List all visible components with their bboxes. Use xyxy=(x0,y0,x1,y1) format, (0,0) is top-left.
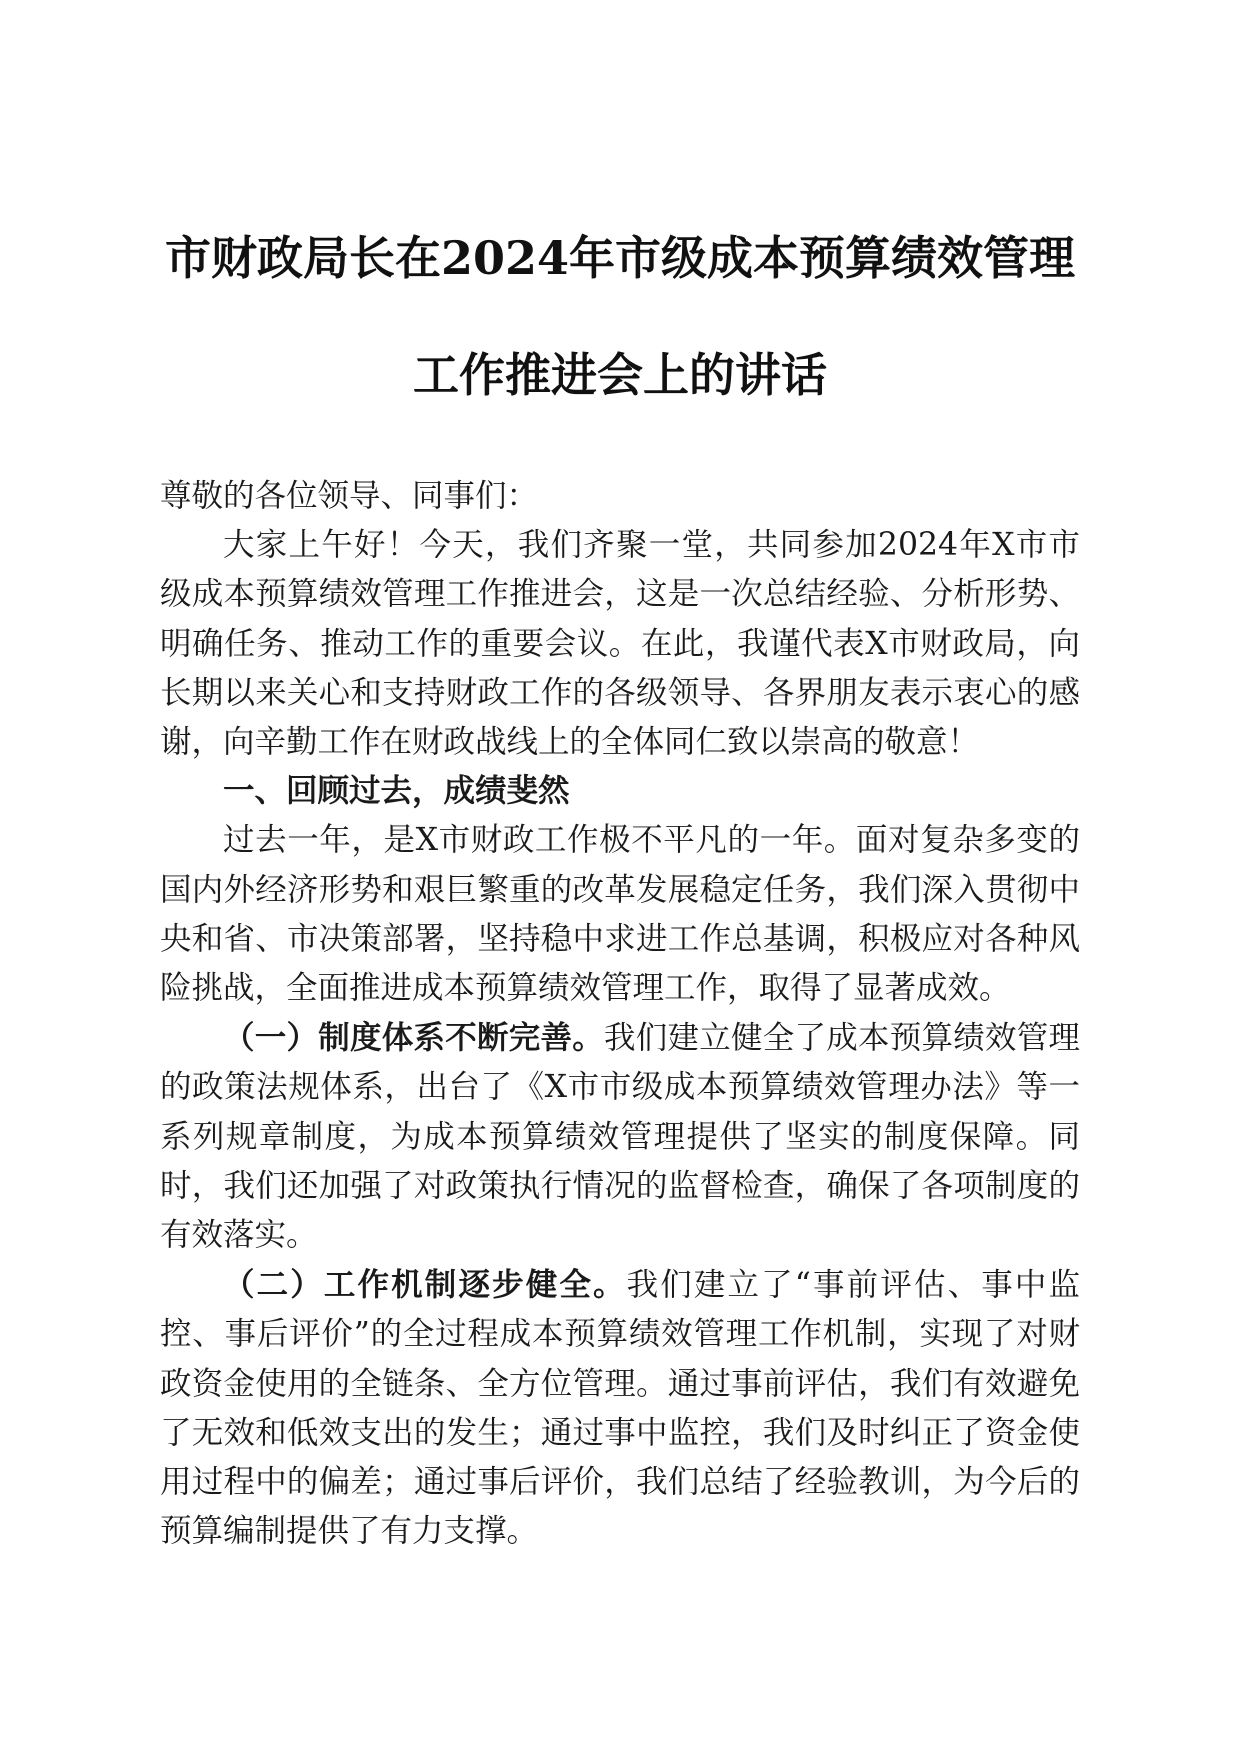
opening-paragraph: 大家上午好！今天，我们齐聚一堂，共同参加2024年X市市级成本预算绩效管理工作推进会，这是一次总结经验、分析形势、明确任务、推动工作的重要会议。在此，我谨代表X市财政局，向长期以来关心和支持财政工作的各级领导、各界朋友表示衷心的感谢，向辛勤工作在财政战线上的全体同仁致以崇高的敬意！ xyxy=(160,527,1080,761)
item-2-lead: （二）工作机制逐步健全。 xyxy=(223,1266,627,1304)
item-1-lead: （一）制度体系不断完善。 xyxy=(223,1019,604,1057)
section-1-heading: 一、回顾过去，成绩斐然 xyxy=(223,773,570,810)
section-1-intro: 过去一年，是X市财政工作极不平凡的一年。面对复杂多变的国内外经济形势和艰巨繁重的改革发展稳定任务，我们深入贯彻中央和省、市决策部署，坚持稳中求进工作总基调，积极应对各种风险挑战，全面推进成本预算绩效管理工作，取得了显著成效。 xyxy=(160,822,1080,1007)
item-2-text: 我们建立了“事前评估、事中监控、事后评价”的全过程成本预算绩效管理工作机制，实现了对财政资金使用的全链条、全方位管理。通过事前评估，我们有效避免了无效和低效支出的发生；通过事中监控，我们及时纠正了资金使用过程中的偏差；通过事后评价，我们总结了经验教训，为今后的预算编制提供了有力支撑。 xyxy=(160,1267,1080,1550)
item-1-paragraph xyxy=(160,1013,1080,1260)
document-title-line-1: 市财政局长在2024年市级成本预算绩效管理 xyxy=(164,231,1076,285)
document-body xyxy=(160,472,1080,1556)
document-title-line-2: 工作推进会上的讲话 xyxy=(413,348,827,402)
salutation: 尊敬的各位领导、同事们： xyxy=(160,478,539,514)
item-2-paragraph xyxy=(160,1260,1080,1556)
item-1-text: 我们建立健全了成本预算绩效管理的政策法规体系，出台了《X市市级成本预算绩效管理办法》等一系列规章制度，为成本预算绩效管理提供了坚实的制度保障。同时，我们还加强了对政策执行情况的监督检查，确保了各项制度的有效落实。 xyxy=(160,1020,1080,1254)
